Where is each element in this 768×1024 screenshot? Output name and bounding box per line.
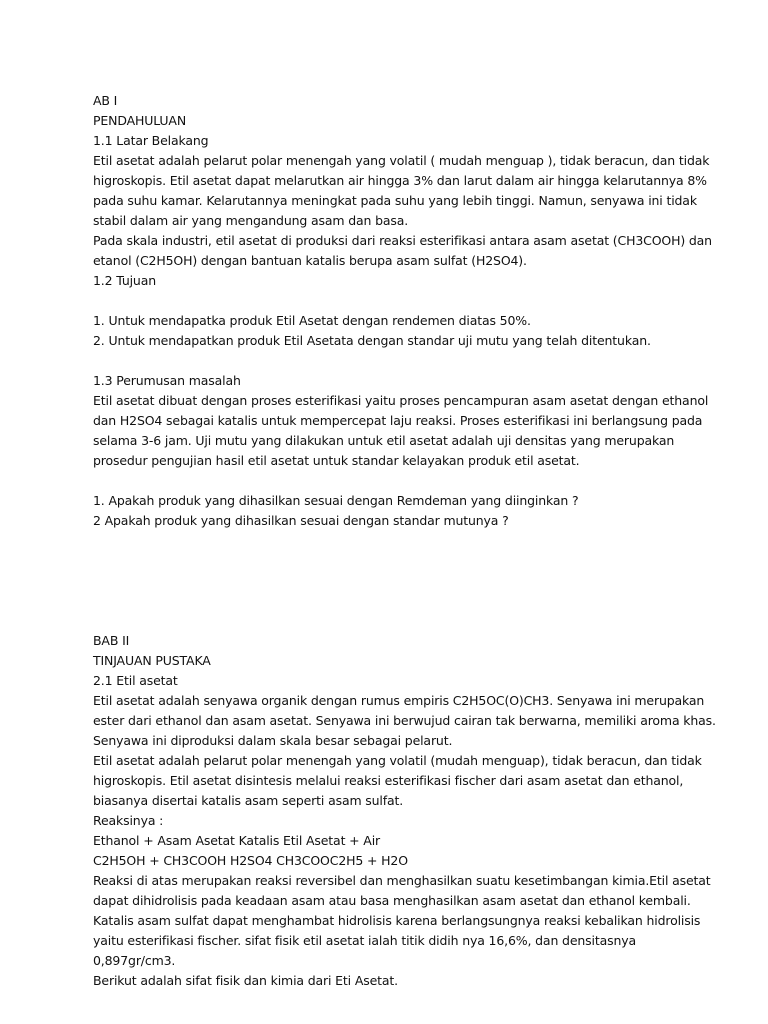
paragraph-line: higroskopis. Etil asetat disintesis melalui reaksi esterifikasi fischer dari asam asetat dan ethanol, [93, 773, 684, 788]
paragraph-line: dapat dihidrolisis pada keadaan asam atau basa menghasilkan asam asetat dan ethanol kembali. [93, 893, 691, 908]
paragraph-line: ester dari ethanol dan asam asetat. Senyawa ini berwujud cairan tak berwarna, memiliki aroma khas. [93, 713, 716, 728]
section-heading: 1.3 Perumusan masalah [93, 373, 241, 388]
paragraph-line: Senyawa ini diproduksi dalam skala besar sebagai pelarut. [93, 733, 453, 748]
chapter-label: BAB II [93, 633, 130, 648]
paragraph-line: stabil dalam air yang mengandung asam dan basa. [93, 213, 409, 228]
paragraph-line: Pada skala industri, etil asetat di produksi dari reaksi esterifikasi antara asam asetat (CH3COOH) dan [93, 233, 712, 248]
paragraph-line: selama 3-6 jam. Uji mutu yang dilakukan untuk etil asetat adalah uji densitas yang merupakan [93, 433, 675, 448]
paragraph-line: Reaksi di atas merupakan reaksi reversibel dan menghasilkan suatu kesetimbangan kimia.Etil asetat [93, 873, 711, 888]
list-item: 1. Untuk mendapatka produk Etil Asetat dengan rendemen diatas 50%. [93, 313, 531, 328]
paragraph-line: Etil asetat adalah senyawa organik dengan rumus empiris C2H5OC(O)CH3. Senyawa ini merupakan [93, 693, 705, 708]
chapter-title: TINJAUAN PUSTAKA [93, 653, 211, 668]
paragraph-line: Katalis asam sulfat dapat menghambat hidrolisis karena berlangsungnya reaksi kebalikan hidrolisis [93, 913, 701, 928]
paragraph-line: Etil asetat adalah pelarut polar menengah yang volatil (mudah menguap), tidak beracun, dan tidak [93, 753, 702, 768]
paragraph-line: biasanya disertai katalis asam seperti asam sulfat. [93, 793, 404, 808]
section-heading: 2.1 Etil asetat [93, 673, 178, 688]
paragraph-line: Etil asetat dibuat dengan proses esterifikasi yaitu proses pencampuran asam asetat dengan ethanol [93, 393, 709, 408]
paragraph-line: pada suhu kamar. Kelarutannya meningkat pada suhu yang lebih tinggi. Namun, senyawa ini tidak [93, 193, 697, 208]
section-heading: 1.2 Tujuan [93, 273, 156, 288]
paragraph-line: prosedur pengujian hasil etil asetat untuk standar kelayakan produk etil asetat. [93, 453, 580, 468]
paragraph-line: dan H2SO4 sebagai katalis untuk mempercepat laju reaksi. Proses esterifikasi ini berlangsung pada [93, 413, 703, 428]
list-item: 2 Apakah produk yang dihasilkan sesuai dengan standar mutunya ? [93, 513, 509, 528]
chapter-title: PENDAHULUAN [93, 113, 187, 128]
paragraph-line: higroskopis. Etil asetat dapat melarutkan air hingga 3% dan larut dalam air hingga kelarutannya 8% [93, 173, 707, 188]
blank-line [93, 351, 693, 371]
paragraph-line: yaitu esterifikasi fischer. sifat fisik etil asetat ialah titik didih nya 16,6%, dan densitasnya [93, 933, 636, 948]
list-item: 2. Untuk mendapatkan produk Etil Asetata dengan standar uji mutu yang telah ditentukan. [93, 333, 651, 348]
paragraph-line: Etil asetat adalah pelarut polar menengah yang volatil ( mudah menguap ), tidak beracun, dan tidak [93, 153, 710, 168]
paragraph-line: Reaksinya : [93, 813, 164, 828]
paragraph-line: etanol (C2H5OH) dengan bantuan katalis berupa asam sulfat (H2SO4). [93, 253, 527, 268]
document-body [93, 91, 716, 991]
paragraph-line: Berikut adalah sifat fisik dan kimia dari Eti Asetat. [93, 973, 398, 988]
reaction-equation: Ethanol + Asam Asetat Katalis Etil Asetat + Air [93, 833, 381, 848]
blank-line [93, 291, 693, 311]
page-gap [93, 531, 693, 631]
reaction-equation: C2H5OH + CH3COOH H2SO4 CH3COOC2H5 + H2O [93, 853, 408, 868]
list-item: 1. Apakah produk yang dihasilkan sesuai dengan Remdeman yang diinginkan ? [93, 493, 579, 508]
chapter-label: AB I [93, 93, 118, 108]
paragraph-line: 0,897gr/cm3. [93, 953, 176, 968]
section-heading: 1.1 Latar Belakang [93, 133, 209, 148]
blank-line [93, 471, 693, 491]
